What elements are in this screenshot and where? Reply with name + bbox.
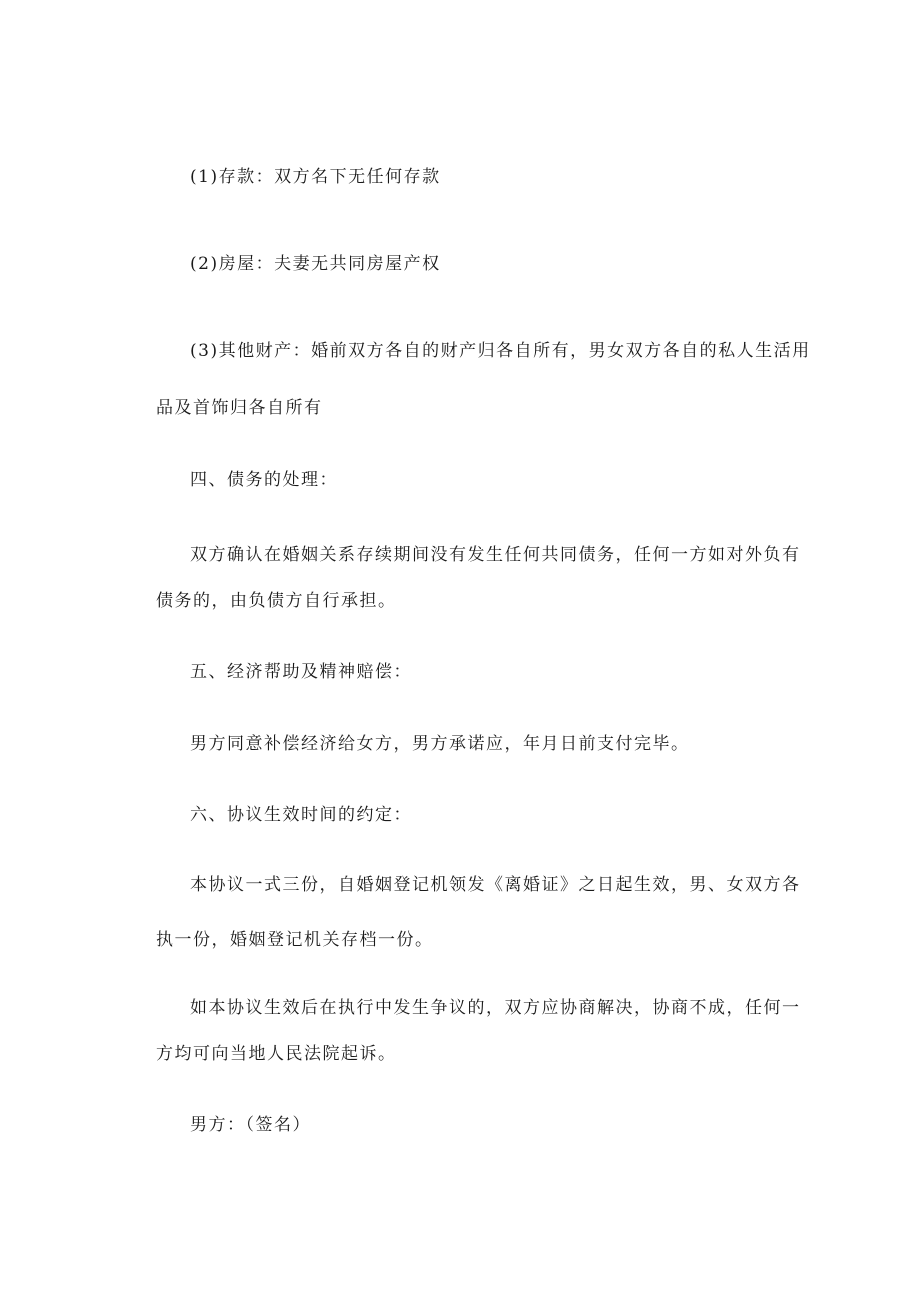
signature-male: 男方：（签名） [190,1115,311,1135]
property-item-other-line1: (3)其他财产：婚前双方各自的财产归各自所有，男女双方各自的私人生活用 [190,341,811,361]
effective-paragraph-line2: 执一份，婚姻登记机关存档一份。 [156,930,434,950]
debts-paragraph-line1: 双方确认在婚姻关系存续期间没有发生任何共同债务，任何一方如对外负有 [190,545,801,565]
dispute-paragraph-line1: 如本协议生效后在执行中发生争议的，双方应协商解决，协商不成，任何一 [190,998,801,1018]
compensation-paragraph: 男方同意补偿经济给女方，男方承诺应，年月日前支付完毕。 [190,734,690,754]
property-item-deposits: (1)存款：双方名下无任何存款 [190,167,441,187]
debts-paragraph-line2: 债务的，由负债方自行承担。 [156,591,397,611]
section-heading-debts: 四、债务的处理： [190,470,338,490]
section-heading-compensation: 五、经济帮助及精神赔偿： [190,662,412,682]
property-item-other-line2: 品及首饰归各自所有 [156,398,323,418]
section-heading-effective-date: 六、协议生效时间的约定： [190,805,412,825]
dispute-paragraph-line2: 方均可向当地人民法院起诉。 [156,1044,397,1064]
property-item-house: (2)房屋：夫妻无共同房屋产权 [190,254,441,274]
effective-paragraph-line1: 本协议一式三份，自婚姻登记机领发《离婚证》之日起生效，男、女双方各 [190,875,801,895]
